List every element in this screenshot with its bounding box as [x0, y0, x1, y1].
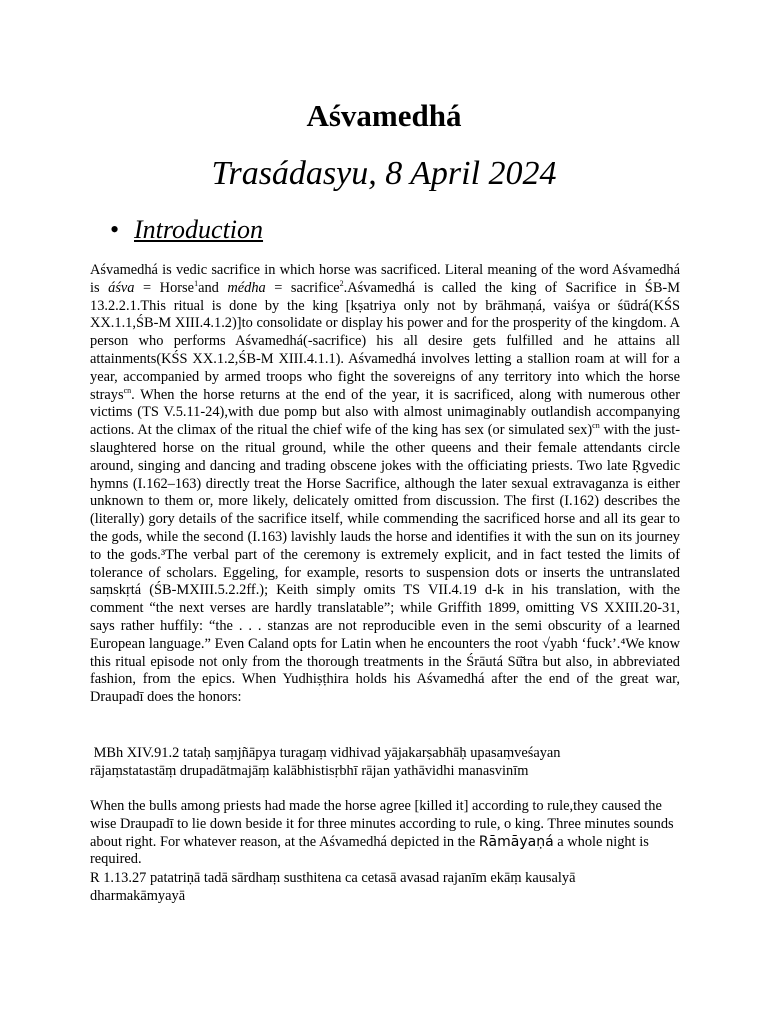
verse-line: rājaṃstatastāṃ drupadātmajāṃ kalābhistisṛbhī rājan yathāvidhi manasvinīm [90, 762, 529, 779]
intro-text: and [198, 279, 228, 296]
verse-block [90, 745, 680, 781]
intro-text: Aśvamedhá is vedic sacrifice in which horse was sacrificed. Literal meaning of the word Aśvamedhá is [90, 262, 680, 296]
footnote-ref: cn [123, 385, 132, 395]
intro-text: with the just-slaughtered horse on the ritual ground, while the other queens and their female attendants circle around, singing and dancing and trading obscene jokes with the officiating priests. Two late Ṛgvedic hymns (I.162–163) directly treat the Horse Sacrifice, although the later sexual extravaganza is either unknown to them or, more likely, delicately omitted from discussion. The first (I.162) describes the (literally) gory details of the sacrifice itself, while commending the sacrificed horse and all its gear to the gods, while the second (I.163) lavishly lauds the horse and identifies it with the sun on its journey to the gods.³The verbal part of the ceremony is extremely explicit, and in fact tested the limits of tolerance of scholars. Eggeling, for example, resorts to suspension dots or inserts the untranslated saṃskṛtá (ŚB-MXIII.5.2.2ff.); Keith simply omits TS VII.4.19 d-k in his translation, with the comment “the next verses are hardly translatable”; while Griffith 1899, omitting VS XXIII.20-31, says rather huffily: “the . . . stanzas are not reproducible even in the semi obscurity of a learned European language.” Even Caland opts for Latin when he encounters the root √yabh ‘fuck’.⁴We know this ritual episode not only from the thorough treatments in the Śrāutá Sū̆tra but also, in abbreviated fashion, from the epics. When Yudhiṣṭhira holds his Aśvamedhá after the end of the great war, Draupadī does the honors: [90, 422, 681, 706]
intro-paragraph [90, 262, 680, 707]
medha-term: médha [227, 279, 266, 296]
footnote-ref: cn [592, 421, 600, 431]
verse-line: dharmakāmyayā [90, 887, 186, 904]
intro-text: = sacrifice [265, 279, 340, 296]
footnote-ref: 2 [339, 279, 344, 288]
section-heading [110, 212, 263, 248]
document-subtitle: Trasádasyu, 8 April 2024 [211, 155, 557, 192]
verse-line: MBh XIV.91.2 tataḥ saṃjñāpya turagaṃ vidhivad yājakarṣabhāḥ upasaṃveśayan [90, 745, 561, 761]
ramayana-term: Rāmāyaṇá [478, 833, 554, 850]
intro-text: .Aśvamedhá is called the king of Sacrifice in ŚB-M 13.2.2.1.This ritual is done by the king [kṣatriya only not by brāhmaṇá, vaiśya or śūdrá(KŚS XX.1.1,ŚB-M XIII.4.1.2)]to consolidate or display his power and for the prosperity of the kingdom. A person who performs Aśvamedhá(-sacrifice) his all desire gets fulfilled and he attains all attainments(KŚS XX.1.2,ŚB-M XIII.4.1.1). Aśvamedhá involves letting a stallion roam at will for a year, accompanied by armed troops who fight the sovereigns of any territory into which the horse strays [90, 279, 681, 403]
translation-text: When the bulls among priests had made the horse agree [killed it] according to rule,they caused the wise Draupadī to lie down beside it for three minutes according to rule, o king. Three minutes sounds about right. For whatever reason, at the Aśvamedhá depicted in the [90, 798, 674, 850]
intro-text: . When the horse returns at the end of the year, it is sacrificed, along with numerous other victims (TS V.5.11-24),with due pomp but also with almost unimaginably outlandish accompanying actions. At the climax of the ritual the chief wife of the king has sex (or simulated sex) [90, 386, 680, 439]
section-heading-text: Introduction [134, 215, 264, 244]
asva-term: áśva [108, 279, 135, 296]
verse-line: R 1.13.27 patatriṇā tadā sārdhaṃ susthitena ca cetasā avasad rajanīm ekāṃ kausalyā [90, 870, 576, 886]
document-title: Aśvamedhá [306, 98, 462, 133]
bullet-icon: • [110, 215, 120, 244]
verse-block-2 [90, 870, 680, 906]
footnote-ref: 1 [194, 279, 199, 288]
intro-text: = Horse [134, 279, 195, 296]
translation-paragraph [90, 798, 680, 869]
translation-text: a whole night is required. [90, 833, 649, 868]
